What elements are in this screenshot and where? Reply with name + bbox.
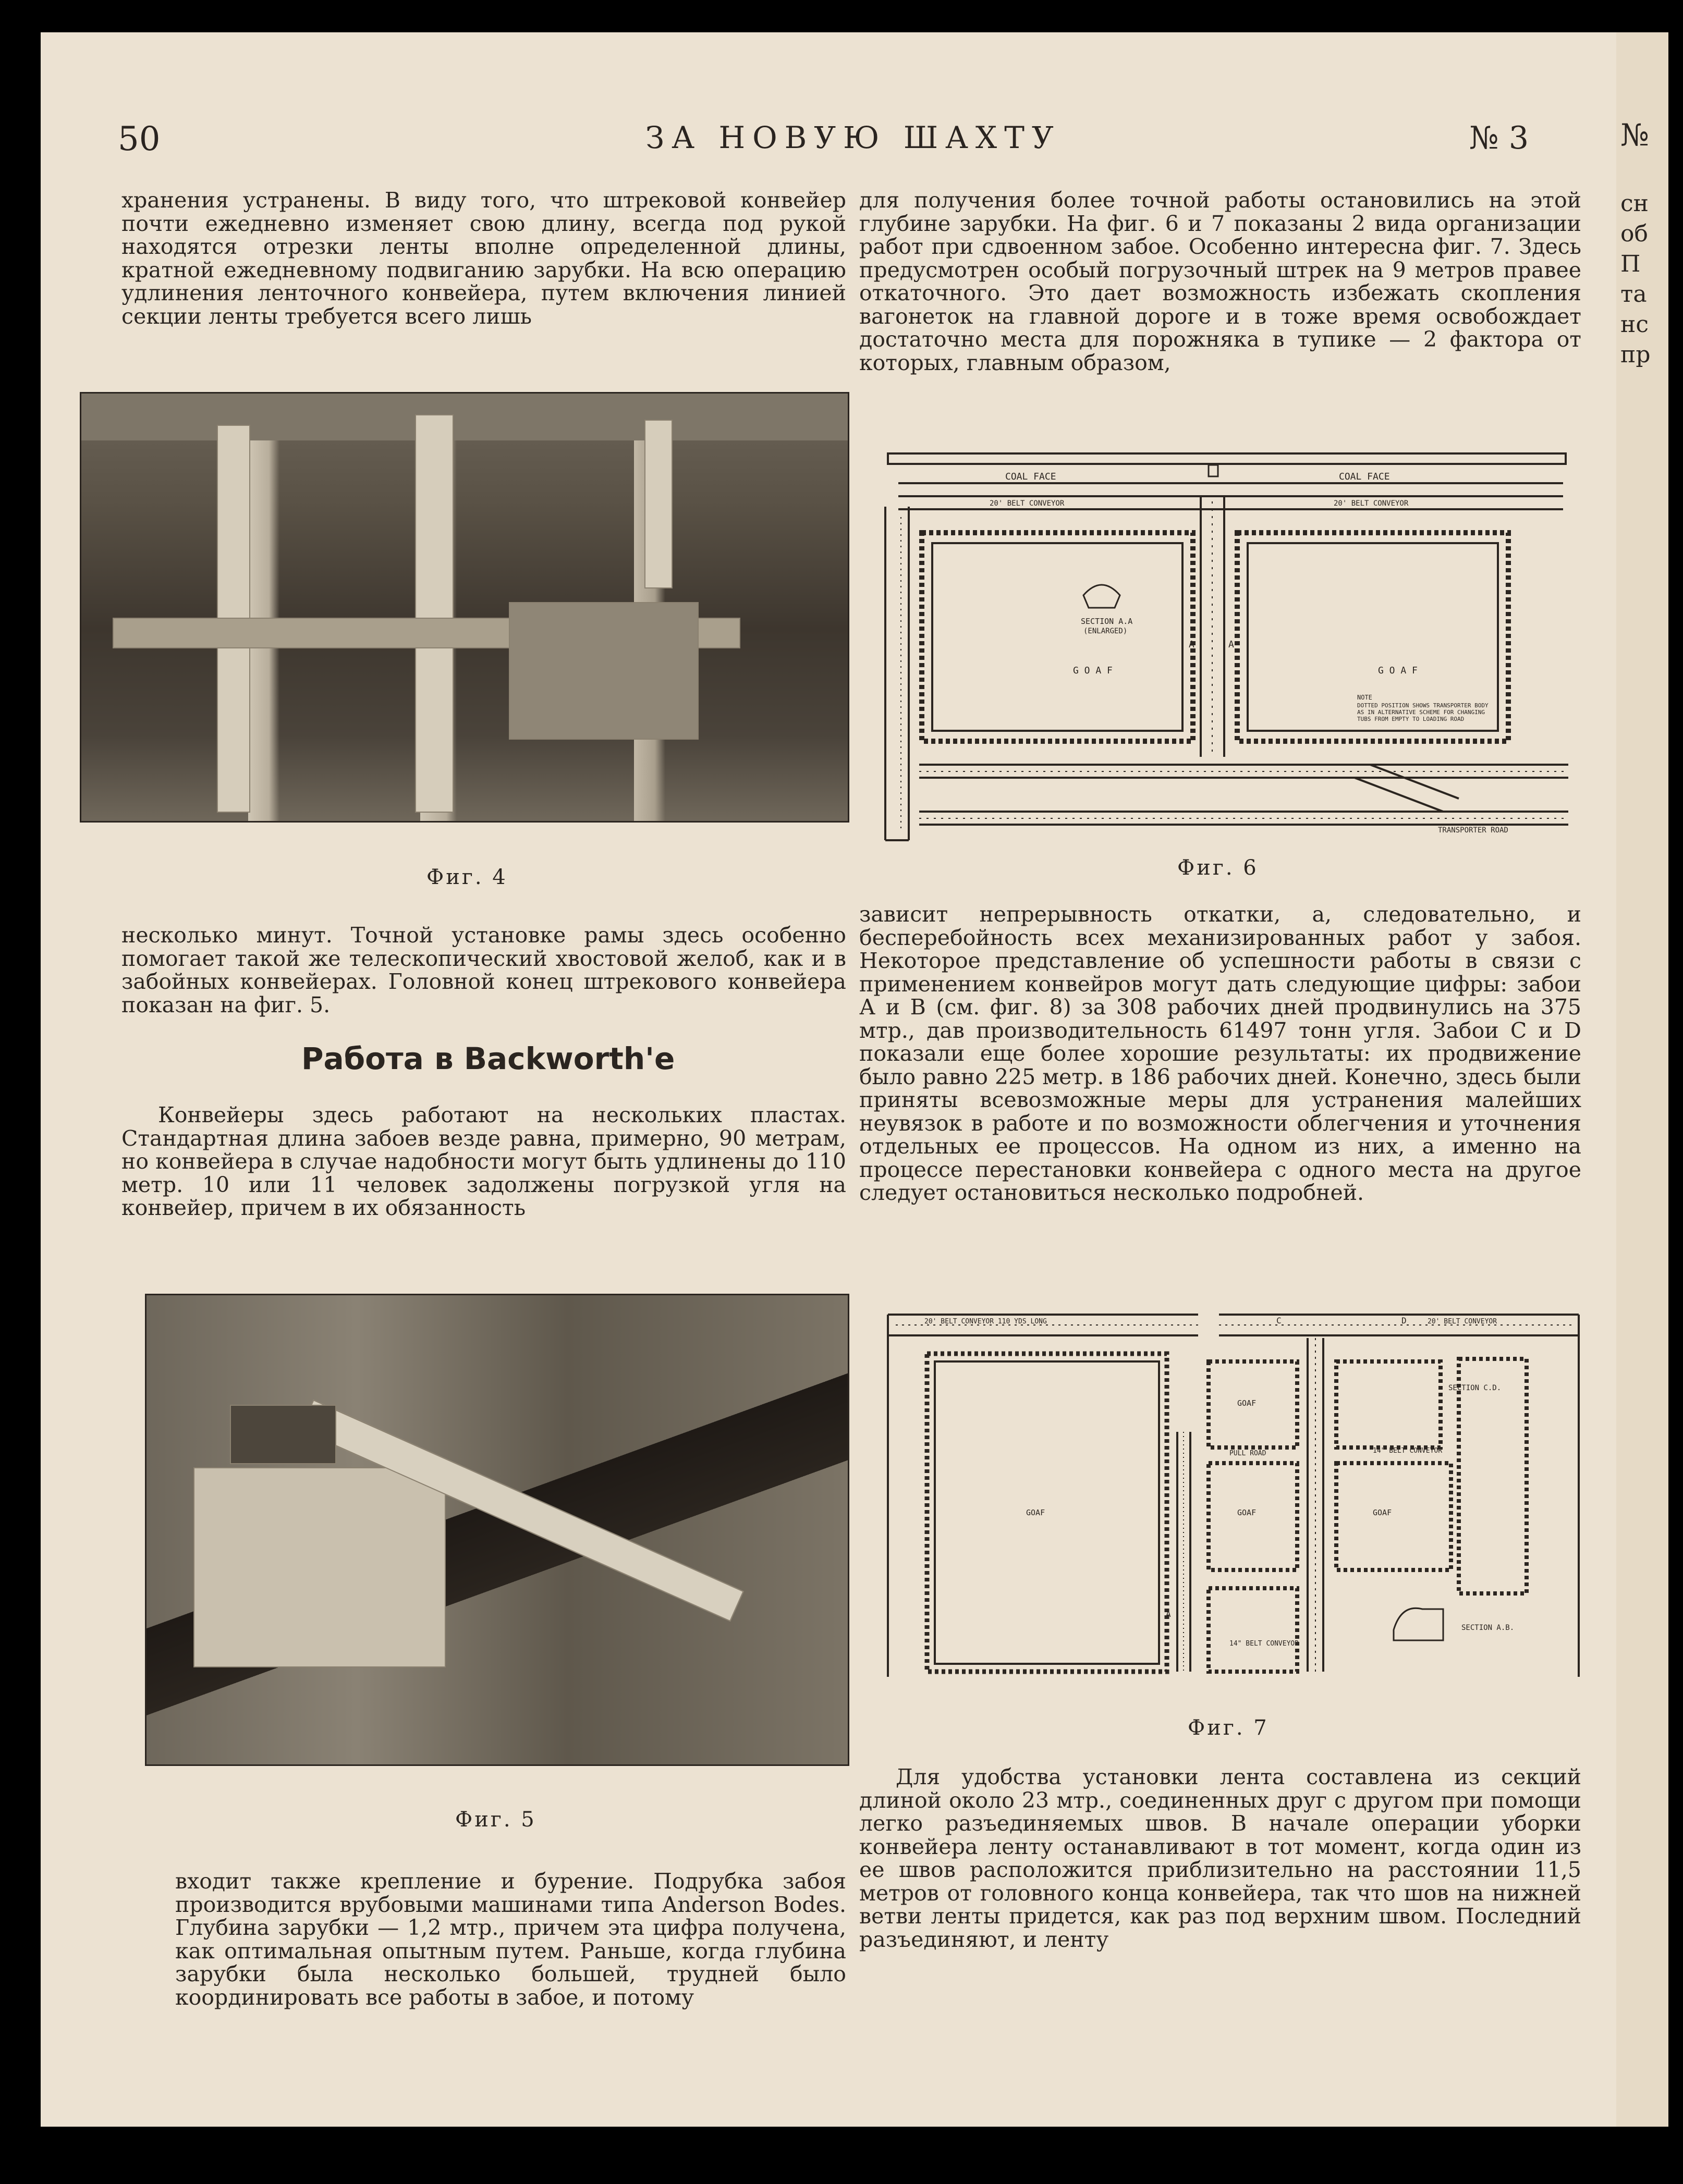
- fig7-label: 14" BELT CONVEYOR: [1229, 1640, 1299, 1648]
- fig6-label: A: [1189, 639, 1194, 650]
- paragraph: зависит непрерывность откатки, а, следовательно, и бесперебойность всех механизированных работ у забоя. Некоторое представление об успешности работы в связи с применением конвейров могут дать следующие цифры: забои А и В (см. фиг. 8) за 308 рабочих дней продвинулись на 375 мтр., дав производительность 61497 тонн угля. Забои С и D показали еще более хорошие результаты: их продвижение было равно 225 метр. в 186 рабочих дней. Конечно, здесь были приняты всевозможные меры для устранения малейших неувязок в работе и по возможности облегчения и уточнения отдельных ее процессов. На одном из них, а именно на процессе перестановки конвейера с одного места на другое следует остановиться несколько подробней.: [859, 902, 1581, 1205]
- fig7-label: SECTION A.B.: [1461, 1624, 1515, 1632]
- fig7-label: 20' BELT CONVEYOR 110 YDS LONG: [924, 1318, 1047, 1326]
- magazine-page: [41, 32, 1647, 2127]
- fig6-label: G O A F: [1073, 665, 1113, 676]
- paragraph: Конвейеры здесь работают на нескольких пластах. Стандартная длина забоев везде равна, примерно, 90 метрам, но конвейера в случае надобности могут быть удлинены до 110 метр. 10 или 11 человек задолжены погрузкой угля на конвейер, причем в их обязанность: [121, 1102, 846, 1220]
- right-column-bottom: [859, 1765, 1581, 1951]
- page-number: 50: [118, 120, 161, 158]
- fig7-label: GOAF: [1237, 1398, 1257, 1408]
- figure-5-photo: [145, 1294, 849, 1766]
- fig6-label: NOTE: [1357, 694, 1372, 701]
- fig6-label: 20' BELT CONVEYOR: [1334, 499, 1409, 508]
- fig7-label: GOAF: [1237, 1508, 1257, 1517]
- next-page-fragment: пр: [1620, 341, 1651, 368]
- paragraph: для получения более точной работы остановились на этой глубине зарубки. На фиг. 6 и 7 показаны 2 вида организации работ при сдвоенном забое. Особенно интересна фиг. 7. Здесь предусмотрен особый погрузочный штрек на 9 метров правее откаточного. Это дает возможность избежать скопления вагонеток на главной дороге и в тоже время освобождает достаточно места для порожняка в тупике — 2 фактора от которых, главным образом,: [859, 188, 1581, 375]
- left-column-mid: [121, 924, 846, 1016]
- fig6-label: G O A F: [1378, 665, 1418, 676]
- fig7-label: A: [1166, 1609, 1171, 1619]
- figure-7-diagram: [885, 1312, 1594, 1687]
- fig7-label: GOAF: [1373, 1508, 1392, 1517]
- paragraph: несколько минут. Точной установке рамы здесь особенно помогает такой же телескопический хвостовой желоб, как и в забойных конвейерах. Головной конец штрекового конвейера показан на фиг. 5.: [121, 923, 846, 1017]
- left-column-top: [121, 189, 846, 328]
- next-page-fragment: об: [1620, 220, 1648, 247]
- figure-6-diagram: [870, 444, 1584, 851]
- fig6-label: TRANSPORTER ROAD: [1438, 826, 1508, 835]
- left-column-section: [121, 1103, 846, 1220]
- figure-4-photo: [80, 392, 849, 823]
- next-page-fragment: нс: [1620, 311, 1649, 338]
- figure-4-caption: Фиг. 4: [426, 865, 508, 889]
- issue-number: № 3: [1469, 120, 1529, 156]
- next-page-fragment: та: [1620, 281, 1647, 308]
- fig6-label: COAL FACE: [1339, 471, 1390, 482]
- fig7-label: D: [1401, 1316, 1407, 1326]
- fig7-label: 14" BELT CONVEYOR: [1373, 1447, 1443, 1455]
- fig6-label: 20' BELT CONVEYOR: [990, 499, 1065, 508]
- next-page-fragment: сн: [1620, 190, 1649, 217]
- fig6-label: (ENLARGED): [1083, 627, 1128, 635]
- fig6-label: COAL FACE: [1005, 471, 1056, 482]
- paragraph: хранения устранены. В виду того, что штрековой конвейер почти ежедневно изменяет свою длину, всегда под рукой находятся отрезки ленты вполне определенной длины, кратной ежедневному подвиганию зарубки. На всю операцию удлинения ленточного конвейера, путем включения линией секции ленты требуется всего лишь: [121, 188, 846, 329]
- paragraph: Для удобства установки лента составлена из секций длиной около 23 мтр., соединенных друг с другом при помощи легко разъединяемых швов. В начале операции уборки конвейера ленту останавливают в тот момент, когда один из ее швов расположится приблизительно на расстоянии 11,5 метров от головного конца конвейера, так что шов на нижней ветви ленты придется, как раз под верхним швом. Последний разъединяют, и ленту: [859, 1764, 1581, 1952]
- fig7-label: SECTION C.D.: [1448, 1384, 1502, 1392]
- next-page-fragment: П: [1620, 251, 1641, 277]
- section-title: Работа в Backworth'e: [301, 1041, 675, 1076]
- fig6-label: A: [1228, 639, 1234, 650]
- left-column-bottom: [175, 1870, 846, 2009]
- next-page-fragment: №: [1620, 117, 1649, 153]
- right-column-mid: [859, 903, 1581, 1205]
- figure-5-caption: Фиг. 5: [455, 1808, 536, 1832]
- running-title: ЗА НОВУЮ ШАХТУ: [645, 120, 1061, 155]
- figure-6-caption: Фиг. 6: [1177, 856, 1259, 880]
- paragraph: входит также крепление и бурение. Подрубка забоя производится врубовыми машинами типа Anderson Bodes. Глубина зарубки — 1,2 мтр., причем эта цифра получена, как оптимальная опытным путем. Раньше, когда глубина зарубки была несколько большей, трудней было координировать все работы в забое, и потому: [175, 1869, 846, 2010]
- fig6-note-box: [1357, 702, 1493, 739]
- right-column-top: [859, 189, 1581, 374]
- fig6-label: DOTTED POSITION SHOWS TRANSPORTER BODY AS IN ALTERNATIVE SCHEME FOR CHANGING TUBS FROM EMPTY TO LOADING ROAD: [1357, 702, 1489, 722]
- fig6-label: SECTION A.A: [1081, 617, 1133, 626]
- fig7-label: GOAF: [1026, 1508, 1045, 1517]
- page-header: [41, 117, 1649, 167]
- figure-7-caption: Фиг. 7: [1188, 1716, 1269, 1740]
- next-page-edge: [1616, 32, 1668, 2127]
- fig7-label: PULL ROAD: [1229, 1450, 1266, 1457]
- fig7-label: 20' BELT CONVEYOR: [1428, 1318, 1497, 1326]
- fig7-label: C: [1276, 1316, 1282, 1326]
